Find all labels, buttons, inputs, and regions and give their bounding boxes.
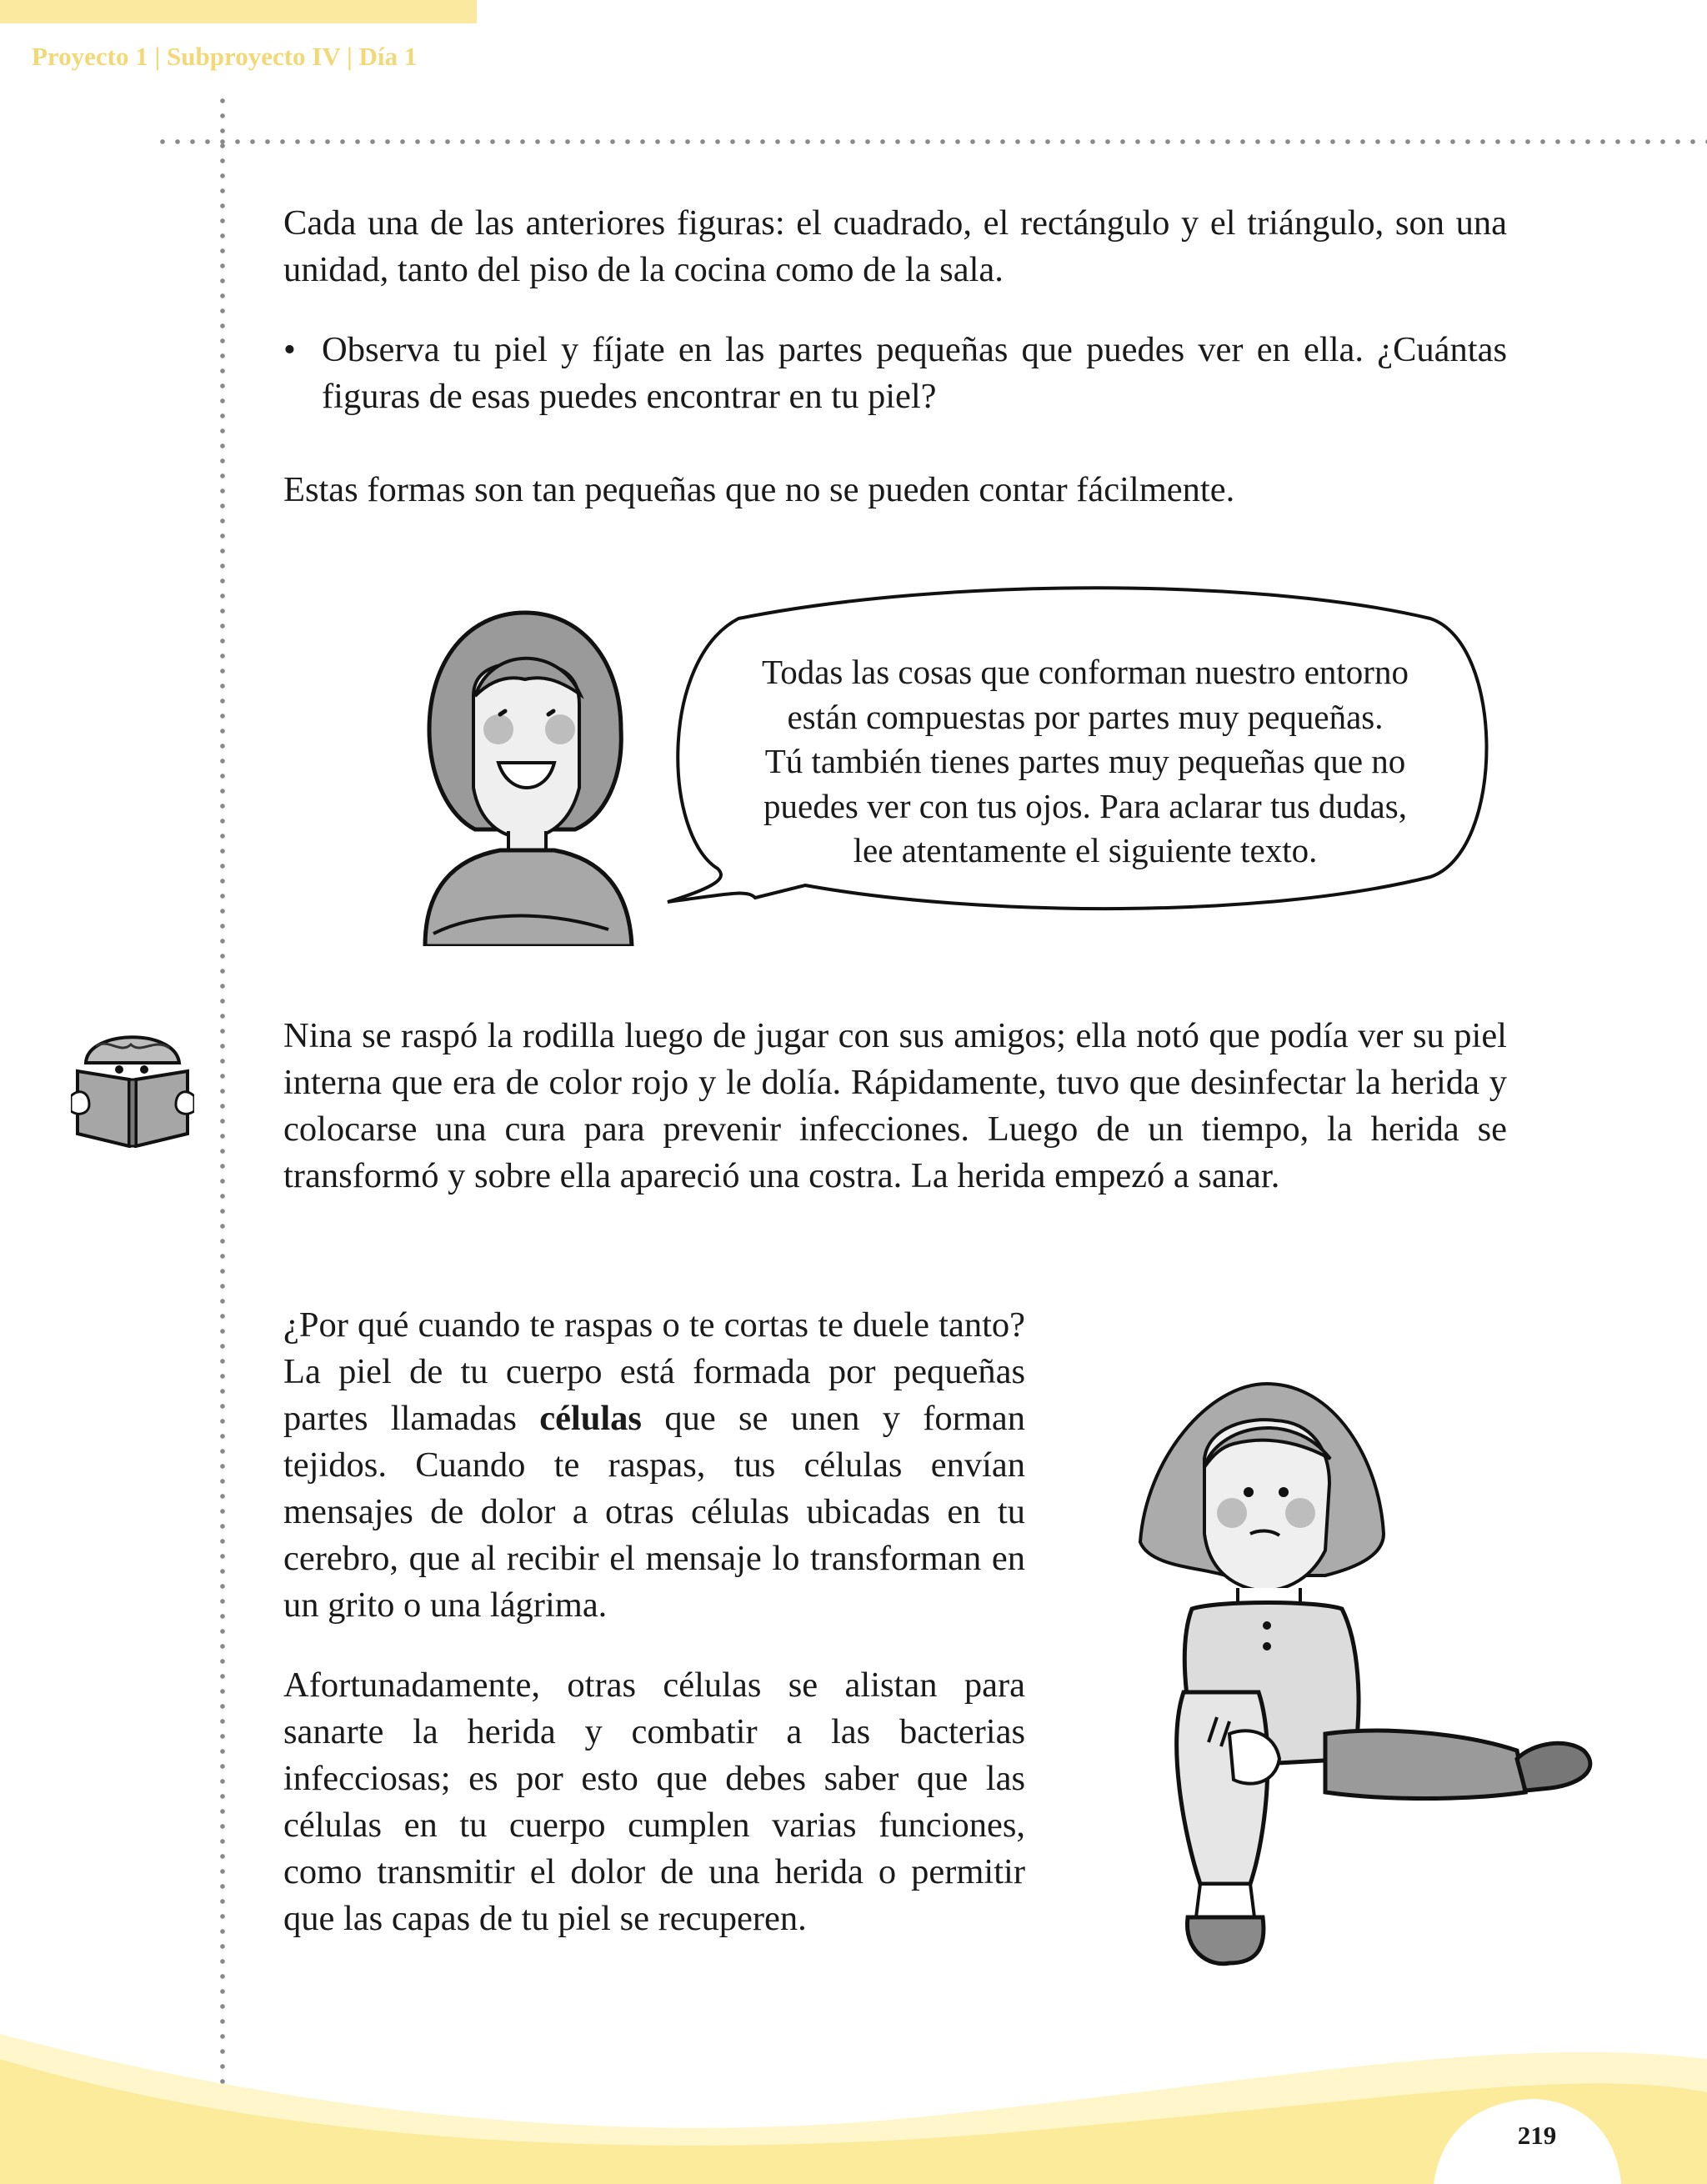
header-accent-bar: [0, 0, 477, 23]
paragraph-small-shapes: Estas formas son tan pequeñas que no se pueden contar fácilmente.: [283, 470, 1235, 509]
paragraph-cells-healing: Afortunadamente, otras células se alistan para sanarte la herida y combatir a las bacterias infecciosas; es por esto que debes saber que las células en tu cuerpo cumplen varias funciones, como transmitir el dolor de una herida o permitir que las capas de tu piel se recuperen.: [283, 1666, 1025, 1938]
bubble-line: lee atentamente el siguiente texto.: [853, 831, 1318, 869]
bubble-line: Tú también tienes partes muy pequeñas que no: [764, 742, 1406, 780]
paragraph-text: que se unen y forman tejidos. Cuando te raspas, tus células envían mensajes de dolor a otras células ubicadas en tu cerebro, que al recibir el mensaje lo transforman en un grito o una lágrima.: [283, 1399, 1026, 1625]
speech-bubble-text: [693, 650, 1477, 874]
horizontal-dotted-divider: [155, 139, 1707, 144]
running-header: Proyecto 1 | Subproyecto IV | Día 1: [32, 42, 418, 71]
bubble-line: Todas las cosas que conforman nuestro entorno: [762, 653, 1409, 691]
paragraph-nina-story: Nina se raspó la rodilla luego de jugar con sus amigos; ella notó que podía ver su piel interna que era de color rojo y le dolía. Rápidamente, tuvo que desinfectar la herida y colocarse una cura para prevenir infecciones. Luego de un tiempo, la herida se transformó y sobre ella apareció una costra. La herida empezó a sanar.: [283, 1016, 1507, 1195]
page-number: 219: [1517, 2121, 1557, 2150]
paragraph-cells-pain: [283, 1302, 1025, 1629]
bullet-observe-skin: Observa tu piel y fíjate en las partes pequeñas que puedes ver en ella. ¿Cuántas figuras de esas puedes encontrar en tu piel?: [322, 330, 1507, 416]
child-reading-book-icon: [71, 1013, 194, 1148]
paragraph-text: ¿Por qué cuando te raspas o te cortas te duele tanto? La piel de tu cuerpo está formada por pequeñas partes llamadas: [283, 1305, 1025, 1438]
bubble-line: puedes ver con tus ojos. Para aclarar tus dudas,: [763, 786, 1407, 825]
keyword-celulas: células: [539, 1399, 642, 1438]
girl-holding-knee-illustration: [1134, 1367, 1600, 1976]
paragraph-figures-units: Cada una de las anteriores figuras: el cuadrado, el rectángulo y el triángulo, son una unidad, tanto del piso de la cocina como de la sala.: [283, 203, 1507, 289]
footer-wave: [0, 2034, 1707, 2184]
vertical-dotted-divider: [220, 93, 225, 2184]
bullet-marker: •: [283, 330, 296, 369]
bubble-line: están compuestas por partes muy pequeñas.: [787, 697, 1384, 736]
girl-speaking-illustration: [408, 596, 650, 946]
